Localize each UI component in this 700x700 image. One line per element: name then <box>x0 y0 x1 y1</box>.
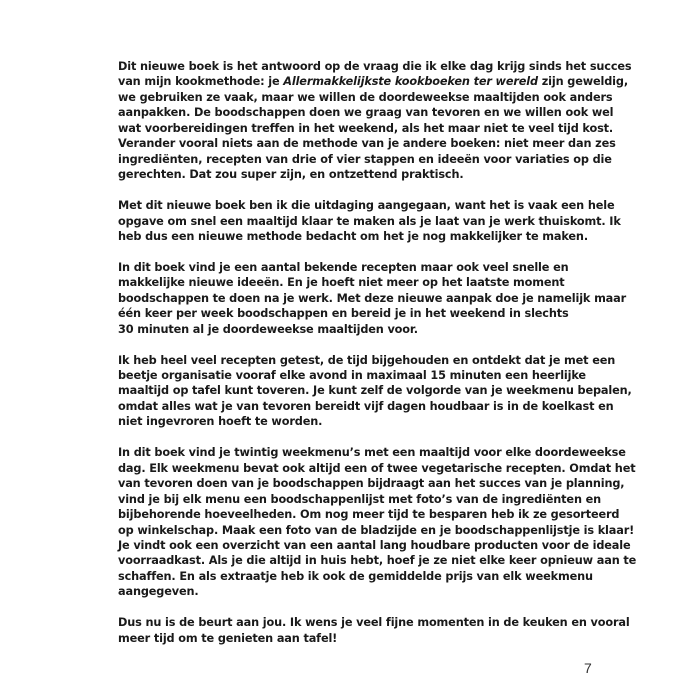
text-line: meer tijd om te genieten aan tafel! <box>118 631 338 645</box>
body-text <box>118 59 637 662</box>
text-line: voorraadkast. Als je die altijd in huis hebt, hoef je ze niet elke keer opnieuw aan te <box>118 554 637 568</box>
text-line: Ik heb heel veel recepten getest, de tijd bijgehouden en ontdekt dat je met een <box>118 353 616 367</box>
text-span: zijn geweldig, <box>537 75 628 89</box>
text-line <box>118 74 628 89</box>
text-line: maaltijd op tafel kunt toveren. Je kunt zelf de volgorde van je weekmenu bepalen, <box>118 384 632 398</box>
text-line: van tevoren doen van je boodschappen bijdraagt aan het succes van je planning, <box>118 477 625 491</box>
text-line: omdat alles wat je van tevoren bereidt vijf dagen houdbaar is in de koelkast en <box>118 399 614 413</box>
text-line: 30 minuten al je doordeweekse maaltijden voor. <box>118 322 418 336</box>
text-line: Dit nieuwe boek is het antwoord op de vraag die ik elke dag krijg sinds het succes <box>118 60 632 73</box>
book-series-title: Allermakkelijkste kookboeken ter wereld <box>283 75 538 89</box>
paragraph-6 <box>118 615 630 646</box>
text-line: beetje organisatie vooraf elke avond in maximaal 15 minuten een heerlijke <box>118 369 586 383</box>
text-line: heb dus een nieuwe methode bedacht om het je nog makkelijker te maken. <box>118 229 588 243</box>
text-line: Je vindt ook een overzicht van een aantal lang houdbare producten voor de ideale <box>118 538 631 552</box>
text-line: vind je bij elk menu een boodschappenlijst met foto’s van de ingrediënten en <box>118 492 602 506</box>
text-line: wat voorbereidingen treffen in het weekend, als het maar niet te veel tijd kost. <box>118 121 614 135</box>
text-line: ingrediënten, recepten van drie of vier stappen en ideeën voor variaties op die <box>118 152 612 166</box>
text-line: Dus nu is de beurt aan jou. Ik wens je veel fijne momenten in de keuken en vooral <box>118 616 630 630</box>
paragraph-2 <box>118 198 621 244</box>
text-line: Verander vooral niets aan de methode van je andere boeken: niet meer dan zes <box>118 137 616 151</box>
text-line: opgave om snel een maaltijd klaar te maken als je laat van je werk thuiskomt. Ik <box>118 214 621 228</box>
text-span: van mijn kookmethode: je <box>118 75 284 89</box>
paragraph-3 <box>118 260 627 337</box>
text-line: Met dit nieuwe boek ben ik die uitdaging aangegaan, want het is vaak een hele <box>118 199 615 213</box>
text-line: op winkelschap. Maak een foto van de bladzijde en je boodschappenlijstje is klaar! <box>118 523 635 537</box>
text-line: bijbehorende hoeveelheden. Om nog meer tijd te besparen heb ik ze gesorteerd <box>118 508 620 522</box>
page-number: 7 <box>584 660 592 676</box>
text-line: schaffen. En als extraatje heb ik ook de gemiddelde prijs van elk weekmenu <box>118 569 593 583</box>
paragraph-4 <box>118 353 632 430</box>
text-line: aangegeven. <box>118 585 199 599</box>
text-line: gerechten. Dat zou super zijn, en ontzettend praktisch. <box>118 168 464 182</box>
text-line: aanpakken. De boodschappen doen we graag van tevoren en we willen ook wel <box>118 106 614 120</box>
text-line: we gebruiken ze vaak, maar we willen de doordeweekse maaltijden ook anders <box>118 90 613 104</box>
paragraph-5 <box>118 445 637 600</box>
text-line: In dit boek vind je twintig weekmenu’s met een maaltijd voor elke doordeweekse <box>118 446 626 460</box>
text-line: boodschappen te doen na je werk. Met deze nieuwe aanpak doe je namelijk maar <box>118 291 627 305</box>
text-line: één keer per week boodschappen en bereid je in het weekend in slechts <box>118 307 569 321</box>
text-line: In dit boek vind je een aantal bekende recepten maar ook veel snelle en <box>118 260 569 274</box>
text-line: makkelijke nieuwe ideeën. En je hoeft niet meer op het laatste moment <box>118 276 565 290</box>
text-line: dag. Elk weekmenu bevat ook altijd een of twee vegetarische recepten. Omdat het <box>118 461 636 475</box>
text-line: niet ingevroren hoeft te worden. <box>118 415 323 429</box>
paragraph-1 <box>118 59 632 183</box>
